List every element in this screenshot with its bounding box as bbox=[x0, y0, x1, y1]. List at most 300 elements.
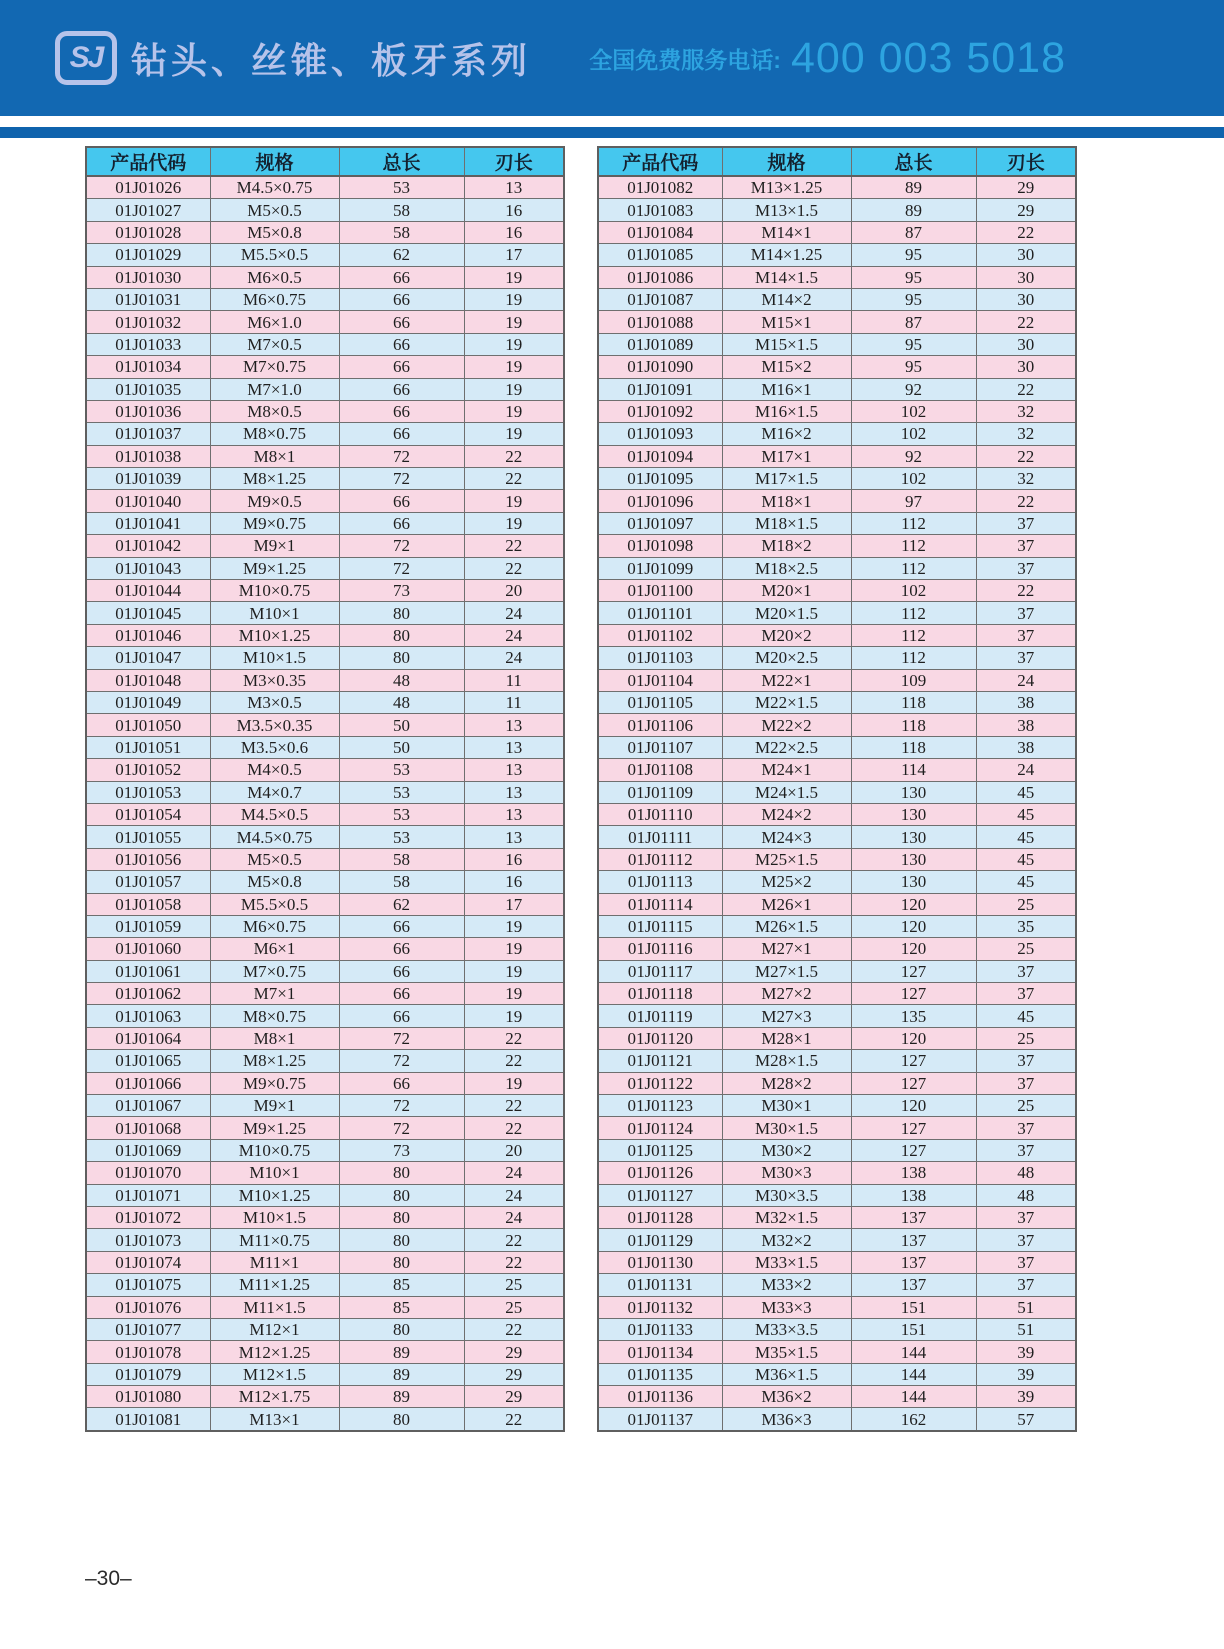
table-cell: 118 bbox=[851, 736, 976, 758]
table-cell: M3.5×0.35 bbox=[210, 714, 339, 736]
table-row bbox=[86, 983, 564, 1005]
table-cell: 80 bbox=[339, 1206, 464, 1228]
table-cell: 45 bbox=[976, 1005, 1076, 1027]
table-cell: 01J01037 bbox=[86, 423, 210, 445]
table-cell: 80 bbox=[339, 1229, 464, 1251]
table-cell: M8×1 bbox=[210, 1027, 339, 1049]
table-row bbox=[86, 490, 564, 512]
table-cell: 45 bbox=[976, 781, 1076, 803]
table-cell: 01J01110 bbox=[598, 803, 722, 825]
table-row bbox=[598, 1050, 1076, 1072]
table-row bbox=[86, 288, 564, 310]
table-row bbox=[86, 871, 564, 893]
table-row bbox=[598, 602, 1076, 624]
table-cell: 01J01052 bbox=[86, 759, 210, 781]
table-cell: 138 bbox=[851, 1162, 976, 1184]
table-cell: 120 bbox=[851, 1027, 976, 1049]
table-row bbox=[86, 960, 564, 982]
table-cell: 01J01059 bbox=[86, 915, 210, 937]
table-cell: 19 bbox=[464, 983, 564, 1005]
table-cell: 30 bbox=[976, 244, 1076, 266]
table-cell: M32×1.5 bbox=[722, 1206, 851, 1228]
table-cell: 22 bbox=[464, 1095, 564, 1117]
table-cell: 80 bbox=[339, 602, 464, 624]
table-cell: 01J01053 bbox=[86, 781, 210, 803]
table-cell: M14×1.25 bbox=[722, 244, 851, 266]
table-cell: 29 bbox=[976, 199, 1076, 221]
brand-logo: SJ bbox=[55, 31, 117, 85]
table-cell: 01J01040 bbox=[86, 490, 210, 512]
table-row bbox=[598, 378, 1076, 400]
table-cell: 01J01121 bbox=[598, 1050, 722, 1072]
table-row bbox=[598, 580, 1076, 602]
table-row bbox=[598, 691, 1076, 713]
table-cell: M10×1.25 bbox=[210, 1184, 339, 1206]
table-cell: M10×0.75 bbox=[210, 1139, 339, 1161]
table-cell: M30×3.5 bbox=[722, 1184, 851, 1206]
phone-number: 400 003 5018 bbox=[790, 33, 1066, 82]
table-cell: 32 bbox=[976, 468, 1076, 490]
table-cell: 89 bbox=[851, 176, 976, 199]
table-cell: 01J01123 bbox=[598, 1095, 722, 1117]
table-row bbox=[598, 468, 1076, 490]
table-cell: 30 bbox=[976, 333, 1076, 355]
table-cell: 30 bbox=[976, 288, 1076, 310]
table-row bbox=[86, 580, 564, 602]
table-cell: 01J01028 bbox=[86, 221, 210, 243]
table-cell: 22 bbox=[464, 468, 564, 490]
table-cell: M6×0.75 bbox=[210, 915, 339, 937]
table-cell: M9×1.25 bbox=[210, 557, 339, 579]
table-cell: 01J01057 bbox=[86, 871, 210, 893]
table-cell: M9×1 bbox=[210, 1095, 339, 1117]
table-cell: 25 bbox=[976, 1095, 1076, 1117]
table-cell: 01J01077 bbox=[86, 1318, 210, 1340]
table-row bbox=[86, 1139, 564, 1161]
table-row bbox=[598, 1072, 1076, 1094]
table-cell: M9×0.75 bbox=[210, 1072, 339, 1094]
table-cell: 01J01117 bbox=[598, 960, 722, 982]
table-cell: 01J01095 bbox=[598, 468, 722, 490]
table-cell: 13 bbox=[464, 759, 564, 781]
table-cell: 118 bbox=[851, 691, 976, 713]
table-cell: 19 bbox=[464, 400, 564, 422]
table-row bbox=[598, 1005, 1076, 1027]
table-cell: 01J01090 bbox=[598, 356, 722, 378]
table-cell: 01J01135 bbox=[598, 1363, 722, 1385]
table-cell: 38 bbox=[976, 691, 1076, 713]
table-cell: 53 bbox=[339, 781, 464, 803]
table-cell: M22×1 bbox=[722, 669, 851, 691]
table-row bbox=[86, 1274, 564, 1296]
table-cell: 30 bbox=[976, 266, 1076, 288]
table-cell: 66 bbox=[339, 400, 464, 422]
table-cell: 35 bbox=[976, 915, 1076, 937]
table-cell: 37 bbox=[976, 1139, 1076, 1161]
table-cell: 01J01079 bbox=[86, 1363, 210, 1385]
table-cell: 58 bbox=[339, 871, 464, 893]
table-cell: M11×1 bbox=[210, 1251, 339, 1273]
table-cell: 16 bbox=[464, 199, 564, 221]
table-row bbox=[598, 960, 1076, 982]
table-cell: M8×1 bbox=[210, 445, 339, 467]
table-cell: 01J01096 bbox=[598, 490, 722, 512]
product-table-left bbox=[85, 146, 565, 1432]
table-cell: 127 bbox=[851, 1139, 976, 1161]
table-cell: 22 bbox=[976, 490, 1076, 512]
table-cell: 01J01036 bbox=[86, 400, 210, 422]
table-cell: M4.5×0.5 bbox=[210, 803, 339, 825]
column-header: 总长 bbox=[339, 147, 464, 176]
table-cell: M5×0.8 bbox=[210, 871, 339, 893]
table-cell: M12×1.5 bbox=[210, 1363, 339, 1385]
table-row bbox=[598, 983, 1076, 1005]
table-row bbox=[86, 1318, 564, 1340]
table-cell: M20×1 bbox=[722, 580, 851, 602]
table-cell: 01J01107 bbox=[598, 736, 722, 758]
table-cell: 137 bbox=[851, 1229, 976, 1251]
table-cell: 127 bbox=[851, 960, 976, 982]
table-row bbox=[598, 1139, 1076, 1161]
column-header: 规格 bbox=[210, 147, 339, 176]
table-cell: 66 bbox=[339, 915, 464, 937]
table-cell: 87 bbox=[851, 221, 976, 243]
table-cell: 01J01056 bbox=[86, 848, 210, 870]
table-cell: M26×1.5 bbox=[722, 915, 851, 937]
table-row bbox=[86, 1184, 564, 1206]
table-cell: M10×1.25 bbox=[210, 624, 339, 646]
table-cell: 137 bbox=[851, 1251, 976, 1273]
table-cell: M8×0.75 bbox=[210, 1005, 339, 1027]
table-row bbox=[598, 848, 1076, 870]
table-row bbox=[86, 378, 564, 400]
table-cell: M5×0.5 bbox=[210, 199, 339, 221]
table-cell: 01J01093 bbox=[598, 423, 722, 445]
table-row bbox=[86, 826, 564, 848]
table-row bbox=[86, 915, 564, 937]
table-cell: 01J01087 bbox=[598, 288, 722, 310]
table-cell: 112 bbox=[851, 624, 976, 646]
table-cell: 01J01068 bbox=[86, 1117, 210, 1139]
table-cell: 22 bbox=[464, 1318, 564, 1340]
table-cell: 01J01030 bbox=[86, 266, 210, 288]
table-cell: 112 bbox=[851, 557, 976, 579]
table-cell: 16 bbox=[464, 871, 564, 893]
table-cell: 01J01046 bbox=[86, 624, 210, 646]
table-row bbox=[86, 1050, 564, 1072]
table-row bbox=[86, 669, 564, 691]
table-cell: 130 bbox=[851, 781, 976, 803]
table-cell: M27×3 bbox=[722, 1005, 851, 1027]
table-cell: 87 bbox=[851, 311, 976, 333]
table-cell: 01J01099 bbox=[598, 557, 722, 579]
table-cell: 85 bbox=[339, 1296, 464, 1318]
table-cell: 50 bbox=[339, 736, 464, 758]
table-cell: 39 bbox=[976, 1341, 1076, 1363]
table-cell: M10×1 bbox=[210, 602, 339, 624]
page-banner bbox=[0, 0, 1224, 116]
table-cell: 102 bbox=[851, 580, 976, 602]
table-cell: 01J01128 bbox=[598, 1206, 722, 1228]
page-title: 钻头、丝锥、板牙系列 bbox=[131, 39, 532, 81]
table-cell: 127 bbox=[851, 983, 976, 1005]
table-cell: 22 bbox=[464, 445, 564, 467]
column-header: 总长 bbox=[851, 147, 976, 176]
table-cell: 01J01033 bbox=[86, 333, 210, 355]
column-header: 规格 bbox=[722, 147, 851, 176]
column-header: 刃长 bbox=[976, 147, 1076, 176]
table-cell: 01J01109 bbox=[598, 781, 722, 803]
table-cell: 58 bbox=[339, 221, 464, 243]
table-row bbox=[86, 1095, 564, 1117]
table-row bbox=[86, 848, 564, 870]
table-row bbox=[598, 1206, 1076, 1228]
table-cell: 25 bbox=[976, 893, 1076, 915]
table-cell: 48 bbox=[339, 669, 464, 691]
table-cell: 24 bbox=[464, 602, 564, 624]
service-phone bbox=[589, 34, 1066, 83]
table-cell: M9×1.25 bbox=[210, 1117, 339, 1139]
table-cell: 72 bbox=[339, 468, 464, 490]
table-cell: 62 bbox=[339, 893, 464, 915]
table-cell: 38 bbox=[976, 736, 1076, 758]
table-cell: 45 bbox=[976, 803, 1076, 825]
table-cell: 37 bbox=[976, 960, 1076, 982]
table-cell: 50 bbox=[339, 714, 464, 736]
table-cell: M14×2 bbox=[722, 288, 851, 310]
table-cell: 01J01132 bbox=[598, 1296, 722, 1318]
table-cell: 17 bbox=[464, 244, 564, 266]
table-row bbox=[86, 714, 564, 736]
table-cell: 01J01080 bbox=[86, 1386, 210, 1408]
table-row bbox=[598, 512, 1076, 534]
table-cell: M7×1.0 bbox=[210, 378, 339, 400]
table-row bbox=[86, 736, 564, 758]
table-cell: 01J01136 bbox=[598, 1386, 722, 1408]
table-cell: 01J01084 bbox=[598, 221, 722, 243]
table-row bbox=[598, 759, 1076, 781]
table-cell: 114 bbox=[851, 759, 976, 781]
table-cell: 37 bbox=[976, 647, 1076, 669]
table-row bbox=[86, 602, 564, 624]
table-header-row bbox=[86, 147, 564, 176]
table-cell: 01J01091 bbox=[598, 378, 722, 400]
table-cell: 25 bbox=[976, 938, 1076, 960]
table-cell: 37 bbox=[976, 1251, 1076, 1273]
table-cell: 73 bbox=[339, 1139, 464, 1161]
table-cell: 72 bbox=[339, 1027, 464, 1049]
table-cell: 01J01065 bbox=[86, 1050, 210, 1072]
table-cell: M24×1.5 bbox=[722, 781, 851, 803]
table-cell: 25 bbox=[464, 1296, 564, 1318]
table-cell: 01J01130 bbox=[598, 1251, 722, 1273]
table-cell: 137 bbox=[851, 1206, 976, 1228]
table-cell: 37 bbox=[976, 1050, 1076, 1072]
table-cell: 72 bbox=[339, 1050, 464, 1072]
table-cell: 16 bbox=[464, 848, 564, 870]
table-cell: 19 bbox=[464, 512, 564, 534]
table-row bbox=[86, 468, 564, 490]
table-cell: M9×0.75 bbox=[210, 512, 339, 534]
table-row bbox=[86, 1117, 564, 1139]
table-cell: 127 bbox=[851, 1050, 976, 1072]
table-cell: 130 bbox=[851, 803, 976, 825]
table-cell: 01J01076 bbox=[86, 1296, 210, 1318]
table-cell: M27×1.5 bbox=[722, 960, 851, 982]
product-table-right bbox=[597, 146, 1077, 1432]
table-cell: 37 bbox=[976, 512, 1076, 534]
table-cell: 66 bbox=[339, 378, 464, 400]
table-cell: 120 bbox=[851, 1095, 976, 1117]
table-cell: 11 bbox=[464, 691, 564, 713]
table-cell: 22 bbox=[464, 1050, 564, 1072]
table-row bbox=[598, 535, 1076, 557]
table-row bbox=[86, 647, 564, 669]
table-cell: M9×0.5 bbox=[210, 490, 339, 512]
table-cell: 01J01083 bbox=[598, 199, 722, 221]
table-cell: M20×2.5 bbox=[722, 647, 851, 669]
table-cell: 01J01051 bbox=[86, 736, 210, 758]
table-row bbox=[598, 1184, 1076, 1206]
table-cell: 66 bbox=[339, 960, 464, 982]
table-cell: 130 bbox=[851, 871, 976, 893]
table-cell: 80 bbox=[339, 624, 464, 646]
table-cell: M33×2 bbox=[722, 1274, 851, 1296]
table-cell: 120 bbox=[851, 938, 976, 960]
table-row bbox=[598, 1408, 1076, 1431]
table-cell: 72 bbox=[339, 1095, 464, 1117]
table-cell: 22 bbox=[976, 378, 1076, 400]
table-cell: 01J01112 bbox=[598, 848, 722, 870]
table-row bbox=[86, 1408, 564, 1431]
table-cell: 72 bbox=[339, 535, 464, 557]
table-cell: 01J01094 bbox=[598, 445, 722, 467]
table-row bbox=[86, 557, 564, 579]
table-cell: 29 bbox=[464, 1386, 564, 1408]
table-row bbox=[598, 1274, 1076, 1296]
table-cell: 45 bbox=[976, 871, 1076, 893]
table-row bbox=[598, 624, 1076, 646]
table-cell: M24×2 bbox=[722, 803, 851, 825]
table-cell: M9×1 bbox=[210, 535, 339, 557]
table-row bbox=[86, 893, 564, 915]
column-header: 产品代码 bbox=[86, 147, 210, 176]
table-cell: M4.5×0.75 bbox=[210, 826, 339, 848]
table-cell: 01J01054 bbox=[86, 803, 210, 825]
table-cell: 80 bbox=[339, 647, 464, 669]
table-cell: M8×0.75 bbox=[210, 423, 339, 445]
table-cell: 01J01124 bbox=[598, 1117, 722, 1139]
table-cell: 19 bbox=[464, 378, 564, 400]
table-cell: 01J01029 bbox=[86, 244, 210, 266]
table-row bbox=[598, 1341, 1076, 1363]
table-cell: M30×1.5 bbox=[722, 1117, 851, 1139]
table-cell: 45 bbox=[976, 848, 1076, 870]
table-cell: 01J01126 bbox=[598, 1162, 722, 1184]
table-row bbox=[598, 826, 1076, 848]
table-cell: 66 bbox=[339, 512, 464, 534]
table-cell: 58 bbox=[339, 199, 464, 221]
table-cell: 01J01072 bbox=[86, 1206, 210, 1228]
table-cell: 53 bbox=[339, 803, 464, 825]
table-cell: 109 bbox=[851, 669, 976, 691]
table-cell: 20 bbox=[464, 580, 564, 602]
table-cell: M10×1 bbox=[210, 1162, 339, 1184]
table-cell: M28×1.5 bbox=[722, 1050, 851, 1072]
table-cell: M22×2.5 bbox=[722, 736, 851, 758]
table-cell: 24 bbox=[464, 624, 564, 646]
table-cell: 37 bbox=[976, 602, 1076, 624]
table-cell: 01J01031 bbox=[86, 288, 210, 310]
table-cell: 01J01102 bbox=[598, 624, 722, 646]
table-cell: 01J01120 bbox=[598, 1027, 722, 1049]
table-cell: 37 bbox=[976, 535, 1076, 557]
table-cell: 01J01044 bbox=[86, 580, 210, 602]
table-cell: M11×1.25 bbox=[210, 1274, 339, 1296]
table-cell: M15×1 bbox=[722, 311, 851, 333]
table-row bbox=[598, 647, 1076, 669]
table-cell: 01J01034 bbox=[86, 356, 210, 378]
table-cell: M36×1.5 bbox=[722, 1363, 851, 1385]
table-cell: 01J01066 bbox=[86, 1072, 210, 1094]
table-cell: M22×2 bbox=[722, 714, 851, 736]
table-row bbox=[598, 871, 1076, 893]
table-cell: 01J01108 bbox=[598, 759, 722, 781]
table-row bbox=[86, 1363, 564, 1385]
table-cell: 127 bbox=[851, 1117, 976, 1139]
table-cell: 19 bbox=[464, 288, 564, 310]
table-cell: 37 bbox=[976, 1117, 1076, 1139]
table-cell: 01J01098 bbox=[598, 535, 722, 557]
table-cell: M24×3 bbox=[722, 826, 851, 848]
table-cell: 37 bbox=[976, 1072, 1076, 1094]
table-cell: 130 bbox=[851, 848, 976, 870]
table-cell: 01J01063 bbox=[86, 1005, 210, 1027]
table-cell: 80 bbox=[339, 1184, 464, 1206]
table-row bbox=[86, 333, 564, 355]
table-row bbox=[598, 557, 1076, 579]
table-cell: 24 bbox=[976, 669, 1076, 691]
table-cell: 01J01050 bbox=[86, 714, 210, 736]
table-cell: M18×1.5 bbox=[722, 512, 851, 534]
table-cell: 24 bbox=[464, 1206, 564, 1228]
table-cell: 66 bbox=[339, 266, 464, 288]
table-cell: 22 bbox=[464, 1251, 564, 1273]
table-row bbox=[598, 176, 1076, 199]
table-row bbox=[598, 803, 1076, 825]
table-cell: 01J01116 bbox=[598, 938, 722, 960]
table-cell: M15×1.5 bbox=[722, 333, 851, 355]
table-cell: 138 bbox=[851, 1184, 976, 1206]
table-cell: 48 bbox=[976, 1162, 1076, 1184]
table-cell: 48 bbox=[339, 691, 464, 713]
table-row bbox=[86, 624, 564, 646]
table-cell: M6×1 bbox=[210, 938, 339, 960]
table-row bbox=[598, 1363, 1076, 1385]
table-cell: 01J01047 bbox=[86, 647, 210, 669]
table-cell: 13 bbox=[464, 781, 564, 803]
table-cell: 01J01088 bbox=[598, 311, 722, 333]
table-cell: 66 bbox=[339, 1072, 464, 1094]
table-cell: 162 bbox=[851, 1408, 976, 1431]
table-cell: M15×2 bbox=[722, 356, 851, 378]
page-number: –30– bbox=[85, 1567, 132, 1590]
table-cell: 01J01069 bbox=[86, 1139, 210, 1161]
table-row bbox=[598, 938, 1076, 960]
table-cell: M8×0.5 bbox=[210, 400, 339, 422]
table-cell: M5.5×0.5 bbox=[210, 244, 339, 266]
table-cell: 22 bbox=[464, 557, 564, 579]
